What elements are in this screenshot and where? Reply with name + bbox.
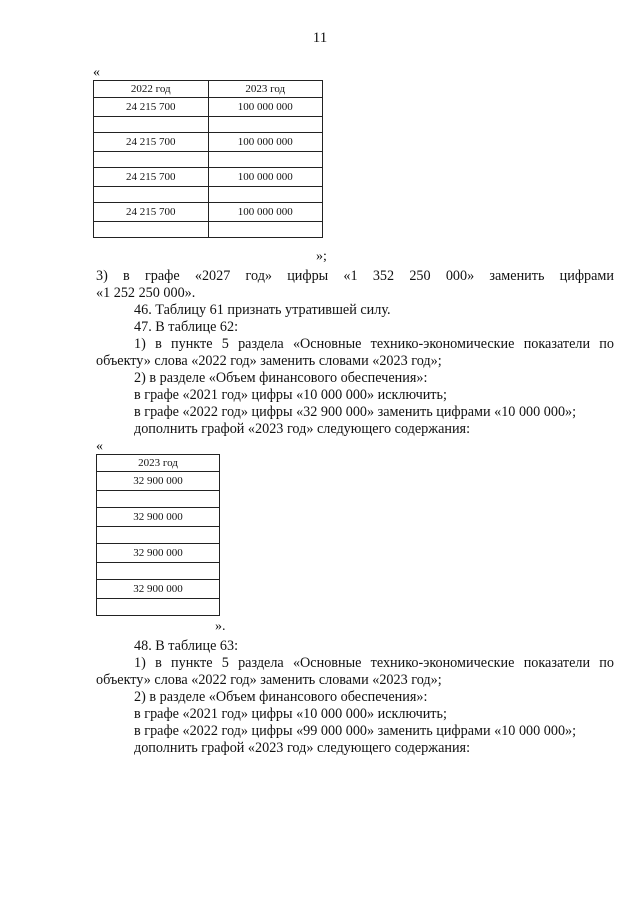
paragraph-line: 3) в графе «2027 год» цифры «1 352 250 000» заменить цифрами (96, 268, 614, 284)
table-cell: 32 900 000 (97, 580, 220, 599)
page-number: 11 (312, 30, 328, 46)
paragraph-line: дополнить графой «2023 год» следующего содержания: (134, 740, 471, 756)
table-cell: 24 215 700 (94, 98, 209, 117)
table-cell: 24 215 700 (94, 168, 209, 187)
table-amendment-1 (93, 80, 323, 238)
close-quote-2: ». (215, 619, 226, 634)
table-cell (94, 187, 209, 203)
paragraph-line: 47. В таблице 62: (134, 319, 239, 335)
paragraph-line: объекту» слова «2022 год» заменить словами «2023 год»; (96, 353, 442, 369)
paragraph-line: 2) в разделе «Объем финансового обеспечения»: (134, 370, 428, 386)
paragraph-line: 1) в пункте 5 раздела «Основные технико-экономические показатели по (134, 336, 614, 352)
table-cell: 32 900 000 (97, 508, 220, 527)
open-quote-2: « (96, 439, 103, 454)
table-header: 2023 год (97, 455, 220, 472)
table-cell: 100 000 000 (208, 168, 323, 187)
paragraph-line: в графе «2021 год» цифры «10 000 000» исключить; (134, 387, 447, 403)
paragraph-line: дополнить графой «2023 год» следующего содержания: (134, 421, 471, 437)
table-cell: 100 000 000 (208, 98, 323, 117)
table-cell (97, 527, 220, 544)
table-cell: 100 000 000 (208, 203, 323, 222)
table-cell (94, 152, 209, 168)
paragraph-line: 2) в разделе «Объем финансового обеспечения»: (134, 689, 428, 705)
close-quote-1: »; (316, 249, 327, 264)
table-cell: 24 215 700 (94, 133, 209, 152)
table-cell: 24 215 700 (94, 203, 209, 222)
table-header: 2022 год (94, 81, 209, 98)
paragraph-line: «1 252 250 000». (96, 285, 196, 301)
table-cell (208, 187, 323, 203)
table-cell: 100 000 000 (208, 133, 323, 152)
table-cell: 32 900 000 (97, 472, 220, 491)
table-cell (97, 563, 220, 580)
table-cell (94, 222, 209, 238)
table-amendment-2 (96, 454, 220, 616)
paragraph-line: в графе «2022 год» цифры «32 900 000» заменить цифрами «10 000 000»; (134, 404, 577, 420)
paragraph-line: в графе «2021 год» цифры «10 000 000» исключить; (134, 706, 447, 722)
paragraph-line: 1) в пункте 5 раздела «Основные технико-экономические показатели по (134, 655, 614, 671)
table-cell (97, 599, 220, 616)
paragraph-line: объекту» слова «2022 год» заменить словами «2023 год»; (96, 672, 442, 688)
paragraph-line: в графе «2022 год» цифры «99 000 000» заменить цифрами «10 000 000»; (134, 723, 577, 739)
table-cell: 32 900 000 (97, 544, 220, 563)
paragraph-line: 46. Таблицу 61 признать утратившей силу. (134, 302, 391, 318)
paragraph-line: 48. В таблице 63: (134, 638, 239, 654)
table-header: 2023 год (208, 81, 323, 98)
table-cell (94, 117, 209, 133)
table-cell (208, 117, 323, 133)
table-cell (208, 152, 323, 168)
table-cell (97, 491, 220, 508)
open-quote-1: « (93, 65, 100, 80)
table-cell (208, 222, 323, 238)
